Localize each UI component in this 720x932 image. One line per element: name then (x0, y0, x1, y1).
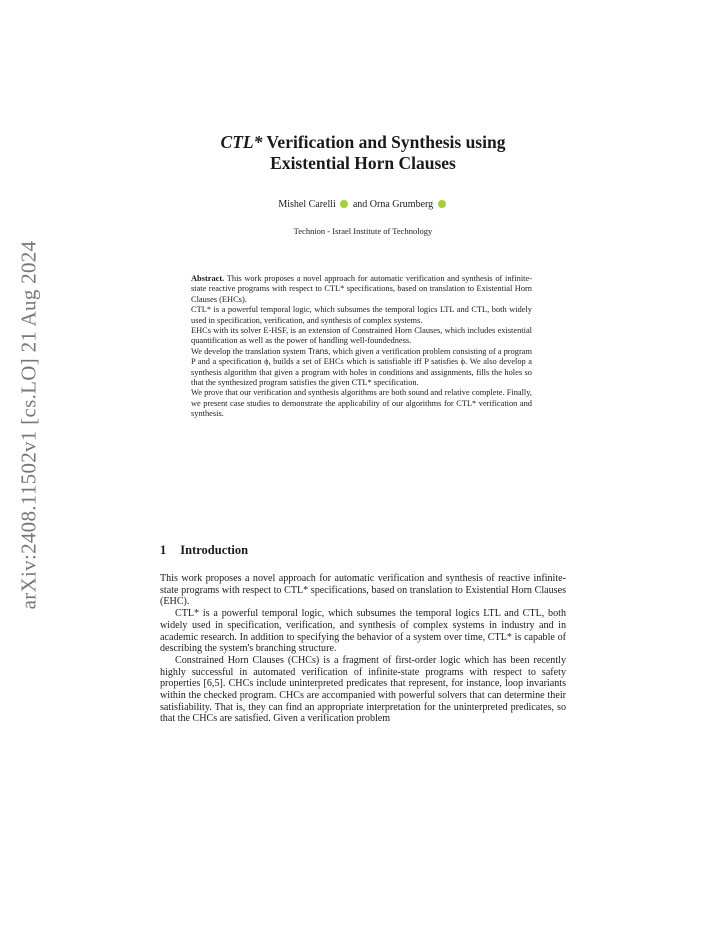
affiliation: Technion - Israel Institute of Technology (293, 226, 433, 236)
authors (160, 199, 566, 210)
title-line-1 (160, 132, 566, 153)
abstract-paragraph: EHCs with its solver E-HSF, is an extension of Constrained Horn Clauses, which includes existential quantification as well as the power of handling well-foundedness. (191, 326, 532, 346)
abstract-paragraph: We prove that our verification and synthesis algorithms are both sound and relative complete. Finally, we present case studies to demonstrate the applicability of our algorithms for CTL* verification and synthesis. (191, 388, 532, 419)
section-number: 1 (160, 543, 167, 557)
orcid-icon[interactable] (340, 200, 348, 208)
title-line-2: Existential Horn Clauses (270, 153, 456, 173)
body-text (160, 573, 566, 725)
abstract (191, 274, 532, 420)
section-heading (160, 543, 248, 558)
author-joiner: and (352, 199, 368, 210)
title-ctl-star: CTL* (220, 132, 263, 152)
paper-title (160, 132, 566, 174)
title-line-1-rest: Verification and Synthesis using (262, 132, 506, 152)
abstract-paragraph: Abstract. This work proposes a novel approach for automatic verification and synthesis of infinite-state reactive programs with respect to CTL* specifications, based on translation to Existential Horn Clauses (EHCs). (191, 274, 532, 304)
trans-system-name: Trans (308, 346, 329, 356)
orcid-icon[interactable] (438, 200, 446, 208)
author-grumberg: Orna Grumberg (369, 199, 434, 210)
author-carelli: Mishel Carelli (278, 199, 336, 210)
body-paragraph: Constrained Horn Clauses (CHCs) is a fragment of first-order logic which has been recently highly successful in automated verification of infinite-state programs with respect to safety properties [6,5]. CHCs include uninterpreted predicates that represent, for instance, loop invariants within the checked program. CHCs are accompanied with powerful solvers that can determine their satisfiability. That is, they can find an appropriate interpretation for the uninterpreted predicates, so that the CHCs are satisfied. Given a verification problem (160, 654, 566, 725)
arxiv-sidebar (0, 220, 58, 630)
abstract-paragraph: CTL* is a powerful temporal logic, which subsumes the temporal logics LTL and CTL, both widely used in specification, verification, and synthesis of complex systems. (191, 305, 532, 325)
body-paragraph: CTL* is a powerful temporal logic, which subsumes the temporal logics LTL and CTL, both widely used in specification, verification, and synthesis of complex systems in industry and in academic research. In addition to specifying the behavior of a system over time, CTL* is capable of describing the system's branching structure. (160, 608, 566, 655)
abstract-paragraph: We develop the translation system Trans, which given a verification problem consisting of a program P and a specification ϕ, builds a set of EHCs which is satisfiable iff P satisfies ϕ. We also develop a synthesis algorithm that given a program with holes in conditions and assignments, fills the holes so that the synthesized program satisfies the given CTL* specification. (191, 346, 532, 388)
body-paragraph: This work proposes a novel approach for automatic verification and synthesis of reactive infinite-state programs with respect to CTL* specifications, based on translation to Existential Horn Clauses (EHC). (160, 573, 566, 608)
section-title: Introduction (180, 543, 249, 557)
arxiv-identifier: arXiv:2408.11502v1 [cs.LO] 21 Aug 2024 (16, 240, 41, 610)
abstract-label: Abstract. (191, 274, 225, 283)
